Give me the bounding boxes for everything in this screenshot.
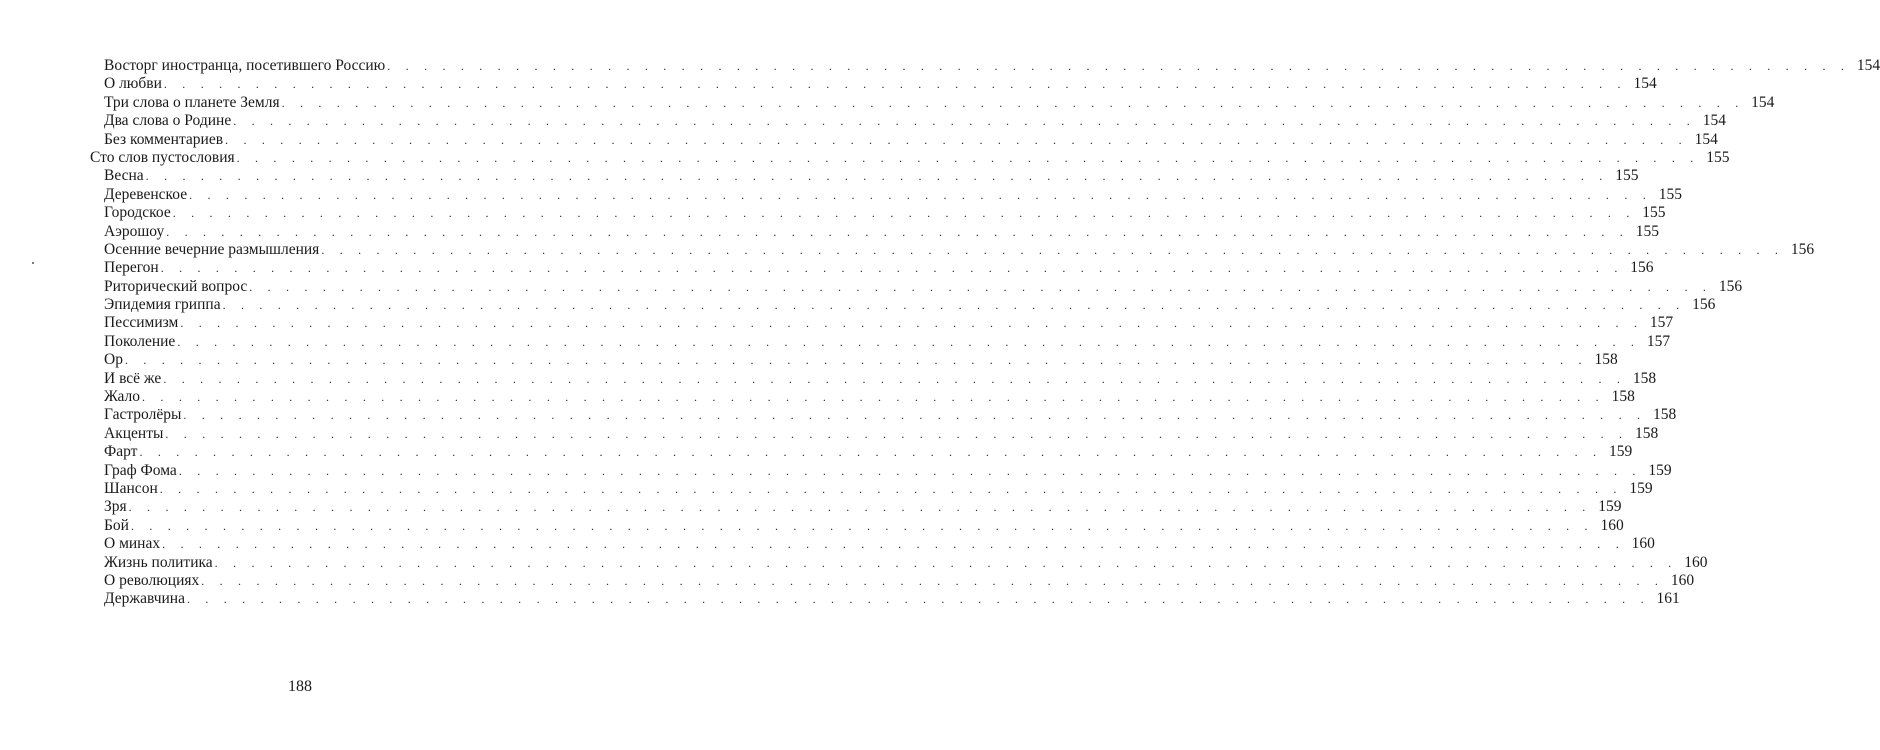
toc-entry-page: 154 — [1856, 57, 1880, 74]
toc-entry — [90, 112, 1727, 130]
toc-dot-leader: . . . . . . . . . . . . . . . . . . . . . . . . . . . . . . . . . . . . . . . . . . . . . . . . . . . . . . . . . . . . . . . . . . . . . . . . . . . . . . . . — [186, 592, 1650, 607]
toc-entry-page: 156 — [1692, 296, 1716, 314]
toc-dot-leader: . . . . . . . . . . . . . . . . . . . . . . . . . . . . . . . . . . . . . . . . . . . . . . . . . . . . . . . . . . . . . . . . . . . . . . . . . . . . . . . . — [163, 77, 1627, 92]
toc-entry — [90, 259, 1654, 277]
toc-entry — [90, 498, 1622, 516]
toc-entry — [90, 424, 1659, 443]
toc-dot-leader: . . . . . . . . . . . . . . . . . . . . . . . . . . . . . . . . . . . . . . . . . . . . . . . . . . . . . . . . . . . . . . . . . . . . . . . . . . . . . . . . — [281, 95, 1745, 110]
toc-entry — [90, 571, 1695, 590]
toc-entry — [90, 553, 1708, 572]
toc-entry-title: Жало — [104, 388, 141, 406]
toc-entry-page: 155 — [1658, 185, 1682, 203]
toc-entry-title: Два слова о Родине — [104, 112, 232, 130]
toc-entry-title: Эпидемия гриппа — [104, 296, 221, 314]
toc-dot-leader: . . . . . . . . . . . . . . . . . . . . . . . . . . . . . . . . . . . . . . . . . . . . . . . . . . . . . . . . . . . . . . . . . . . . . . . . . . . . . . . . — [145, 169, 1609, 184]
toc-entry-page: 154 — [1633, 75, 1657, 93]
toc-dot-leader: . . . . . . . . . . . . . . . . . . . . . . . . . . . . . . . . . . . . . . . . . . . . . . . . . . . . . . . . . . . . . . . . . . . . . . . . . . . . . . . . — [165, 426, 1629, 441]
toc-entry-title: Перегон — [104, 259, 159, 277]
toc-entry — [90, 148, 1730, 167]
toc-entry — [90, 277, 1743, 296]
toc-dot-leader: . . . . . . . . . . . . . . . . . . . . . . . . . . . . . . . . . . . . . . . . . . . . . . . . . . . . . . . . . . . . . . . . . . . . . . . . . . . . . . . . — [160, 261, 1624, 276]
toc-entry — [90, 461, 1672, 480]
toc-entry-title: Ор — [104, 351, 123, 369]
toc-entry-title: Акценты — [104, 424, 164, 442]
toc-entry-title: Сто слов пустословия — [90, 148, 235, 166]
toc-dot-leader: . . . . . . . . . . . . . . . . . . . . . . . . . . . . . . . . . . . . . . . . . . . . . . . . . . . . . . . . . . . . . . . . . . . . . . . . . . . . . . . . — [236, 150, 1700, 165]
toc-dot-leader: . . . . . . . . . . . . . . . . . . . . . . . . . . . . . . . . . . . . . . . . . . . . . . . . . . . . . . . . . . . . . . . . . . . . . . . . . . . . . . . . — [177, 334, 1641, 349]
toc-entry-page: 155 — [1635, 222, 1660, 240]
toc-dot-leader: . . . . . . . . . . . . . . . . . . . . . . . . . . . . . . . . . . . . . . . . . . . . . . . . . . . . . . . . . . . . . . . . . . . . . . . . . . . . . . . . — [189, 187, 1652, 202]
toc-entry — [90, 296, 1716, 314]
toc-dot-leader: . . . . . . . . . . . . . . . . . . . . . . . . . . . . . . . . . . . . . . . . . . . . . . . . . . . . . . . . . . . . . . . . . . . . . . . . . . . . . . . . — [183, 408, 1647, 423]
toc-entry-title: Гастролёры — [104, 406, 182, 424]
toc-entry-title: Риторический вопрос — [104, 277, 248, 295]
toc-dot-leader: . . . . . . . . . . . . . . . . . . . . . . . . . . . . . . . . . . . . . . . . . . . . . . . . . . . . . . . . . . . . . . . . . . . . . . . . . . . . . . . . — [128, 500, 1592, 515]
toc-entry — [90, 240, 1815, 259]
toc-dot-leader: . . . . . . . . . . . . . . . . . . . . . . . . . . . . . . . . . . . . . . . . . . . . . . . . . . . . . . . . . . . . . . . . . . . . . . . . . . . . . . . . — [172, 206, 1636, 221]
toc-entry-title: Поколение — [104, 332, 176, 350]
toc-entry-page: 158 — [1632, 369, 1657, 387]
toc-entry-page: 155 — [1615, 167, 1639, 185]
toc-entry-title: И всё же — [104, 369, 162, 387]
toc-entry — [90, 57, 1880, 75]
toc-entry-title: Деревенское — [104, 185, 188, 203]
toc-dot-leader: . . . . . . . . . . . . . . . . . . . . . . . . . . . . . . . . . . . . . . . . . . . . . . . . . . . . . . . . . . . . . . . . . . . . . . . . . . . . . . . . — [163, 371, 1627, 386]
toc-entry — [90, 516, 1624, 535]
toc-entry-page: 154 — [1751, 93, 1775, 111]
toc-entry — [90, 406, 1677, 424]
toc-entry-title: Пессимизм — [104, 314, 179, 332]
toc-entry-title: Городское — [104, 204, 171, 222]
toc-entry — [90, 332, 1671, 351]
toc-entry-page: 158 — [1594, 351, 1618, 369]
toc-entry — [90, 185, 1682, 204]
toc-dot-leader: . . . . . . . . . . . . . . . . . . . . . . . . . . . . . . . . . . . . . . . . . . . . . . . . . . . . . . . . . . . . . . . . . . . . . . . . . . . . . . . . — [214, 555, 1678, 570]
toc-dot-leader: . . . . . . . . . . . . . . . . . . . . . . . . . . . . . . . . . . . . . . . . . . . . . . . . . . . . . . . . . . . . . . . . . . . . . . . . . . . . . . . . — [162, 537, 1625, 552]
margin-speck — [32, 262, 34, 264]
toc-entry — [90, 369, 1657, 388]
toc-entry-page: 160 — [1684, 553, 1708, 571]
toc-dot-leader: . . . . . . . . . . . . . . . . . . . . . . . . . . . . . . . . . . . . . . . . . . . . . . . . . . . . . . . . . . . . . . . . . . . . . . . . . . . . . . . . — [233, 114, 1697, 129]
toc-entry-title: О любви — [104, 75, 162, 93]
toc-entry-page: 156 — [1718, 277, 1743, 295]
toc-entry — [90, 443, 1633, 461]
toc-entry-title: Весна — [104, 167, 144, 185]
toc-entry-title: Три слова о планете Земля — [104, 93, 280, 111]
toc-entry-page: 154 — [1702, 112, 1727, 130]
toc-dot-leader: . . . . . . . . . . . . . . . . . . . . . . . . . . . . . . . . . . . . . . . . . . . . . . . . . . . . . . . . . . . . . . . . . . . . . . . . . . . . . . . . — [249, 279, 1713, 294]
toc-entry-title: Восторг иностранца, посетившего Россию — [104, 57, 386, 74]
toc-dot-leader: . . . . . . . . . . . . . . . . . . . . . . . . . . . . . . . . . . . . . . . . . . . . . . . . . . . . . . . . . . . . . . . . . . . . . . . . . . . . . . . . — [159, 481, 1623, 496]
toc-dot-leader: . . . . . . . . . . . . . . . . . . . . . . . . . . . . . . . . . . . . . . . . . . . . . . . . . . . . . . . . . . . . . . . . . . . . . . . . . . . . . . . . — [178, 463, 1642, 478]
toc-entry-title: Державчина — [104, 590, 185, 608]
toc-dot-leader: . . . . . . . . . . . . . . . . . . . . . . . . . . . . . . . . . . . . . . . . . . . . . . . . . . . . . . . . . . . . . . . . . . . . . . . . . . . . . . . . — [321, 242, 1785, 257]
toc-entry — [90, 130, 1718, 149]
toc-entry — [90, 388, 1635, 406]
toc-entry-page: 160 — [1600, 516, 1624, 534]
toc-entry-title: О минах — [104, 535, 161, 553]
toc-entry-title: Фарт — [104, 443, 138, 461]
toc-entry-page: 159 — [1598, 498, 1622, 516]
toc-entry-page: 154 — [1694, 130, 1718, 148]
toc-entry — [90, 535, 1655, 553]
toc-entry-page: 159 — [1648, 461, 1672, 479]
toc-entry-title: Зря — [104, 498, 127, 516]
toc-entry-title: О революциях — [104, 571, 200, 589]
toc-entry-page: 156 — [1630, 259, 1654, 277]
toc-dot-leader: . . . . . . . . . . . . . . . . . . . . . . . . . . . . . . . . . . . . . . . . . . . . . . . . . . . . . . . . . . . . . . . . . . . . . . . . . . . . . . . . — [124, 353, 1588, 368]
toc-dot-leader: . . . . . . . . . . . . . . . . . . . . . . . . . . . . . . . . . . . . . . . . . . . . . . . . . . . . . . . . . . . . . . . . . . . . . . . . . . . . . . . . — [139, 445, 1603, 460]
toc-dot-leader: . . . . . . . . . . . . . . . . . . . . . . . . . . . . . . . . . . . . . . . . . . . . . . . . . . . . . . . . . . . . . . . . . . . . . . . . . . . . . . . . — [222, 298, 1686, 313]
toc-entry-page: 155 — [1706, 148, 1730, 166]
toc-entry-page: 155 — [1642, 204, 1666, 222]
toc-entry — [90, 167, 1639, 185]
toc-entry — [90, 75, 1657, 93]
toc-dot-leader: . . . . . . . . . . . . . . . . . . . . . . . . . . . . . . . . . . . . . . . . . . . . . . . . . . . . . . . . . . . . . . . . . . . . . . . . . . . . . . . . — [130, 518, 1594, 533]
toc-entry-page: 158 — [1634, 424, 1659, 442]
toc-entry-title: Без комментариев — [104, 130, 224, 148]
toc-entry — [90, 93, 1775, 112]
toc-entry — [90, 351, 1618, 369]
toc-entry-title: Граф Фома — [104, 461, 177, 479]
page-number: 188 — [288, 678, 312, 695]
toc-entry-page: 161 — [1656, 590, 1680, 608]
toc-dot-leader: . . . . . . . . . . . . . . . . . . . . . . . . . . . . . . . . . . . . . . . . . . . . . . . . . . . . . . . . . . . . . . . . . . . . . . . . . . . . . . . . — [166, 224, 1630, 239]
toc-entry-title: Осенние вечерние размышления — [104, 240, 320, 258]
toc-entry — [90, 590, 1680, 608]
toc-entry — [90, 204, 1666, 222]
toc-dot-leader: . . . . . . . . . . . . . . . . . . . . . . . . . . . . . . . . . . . . . . . . . . . . . . . . . . . . . . . . . . . . . . . . . . . . . . . . . . . . . . . . — [201, 573, 1665, 588]
toc-dot-leader: . . . . . . . . . . . . . . . . . . . . . . . . . . . . . . . . . . . . . . . . . . . . . . . . . . . . . . . . . . . . . . . . . . . . . . . . . . . . . . . . — [225, 132, 1688, 147]
toc-entry-page: 158 — [1611, 388, 1635, 406]
toc-entry-page: 159 — [1629, 479, 1653, 497]
toc-entry — [90, 479, 1653, 498]
toc-dot-leader: . . . . . . . . . . . . . . . . . . . . . . . . . . . . . . . . . . . . . . . . . . . . . . . . . . . . . . . . . . . . . . . . . . . . . . . . . . . . . . . . — [387, 59, 1851, 73]
toc-entry-title: Шансон — [104, 479, 158, 497]
toc-entry-title: Бой — [104, 516, 129, 534]
toc-dot-leader: . . . . . . . . . . . . . . . . . . . . . . . . . . . . . . . . . . . . . . . . . . . . . . . . . . . . . . . . . . . . . . . . . . . . . . . . . . . . . . . . — [142, 390, 1605, 405]
toc-entry — [90, 314, 1674, 332]
toc-entry-page: 160 — [1631, 535, 1655, 553]
toc-entry-page: 157 — [1649, 314, 1674, 332]
toc-dot-leader: . . . . . . . . . . . . . . . . . . . . . . . . . . . . . . . . . . . . . . . . . . . . . . . . . . . . . . . . . . . . . . . . . . . . . . . . . . . . . . . . — [180, 316, 1644, 331]
table-of-contents — [90, 57, 1880, 609]
toc-entry-page: 159 — [1609, 443, 1633, 461]
toc-entry-page: 160 — [1670, 571, 1695, 589]
toc-entry-title: Аэрошоу — [104, 222, 165, 240]
toc-entry-title: Жизнь политика — [104, 553, 213, 571]
toc-entry-page: 157 — [1646, 332, 1671, 350]
toc-entry-page: 156 — [1790, 240, 1815, 258]
toc-entry — [90, 222, 1660, 241]
toc-entry-page: 158 — [1652, 406, 1677, 424]
